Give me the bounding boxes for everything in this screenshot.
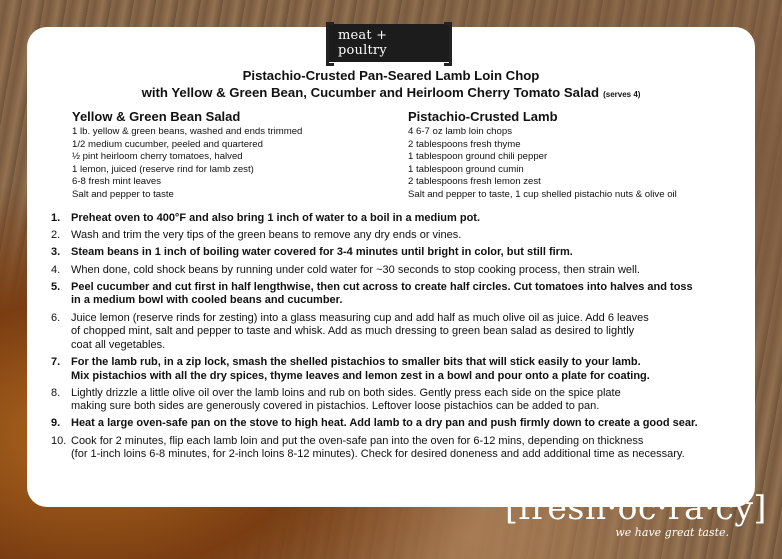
category-badge	[326, 22, 452, 66]
list-item: 1 tablespoon ground cumin	[408, 163, 524, 175]
serves-note: (serves 4)	[603, 90, 641, 99]
step-number: 8.	[51, 386, 61, 399]
step-line: Lightly drizzle a little olive oil over the lamb loins and rub on both sides. Gently press each side on the spice plate	[71, 386, 621, 399]
list-item: ½ pint heirloom cherry tomatoes, halved	[72, 151, 243, 163]
list-item: 4 6-7 oz lamb loin chops	[408, 126, 512, 137]
step-line: Heat a large oven-safe pan on the stove to high heat. Add lamb to a dry pan and push firmly down to create a good sear.	[71, 417, 698, 430]
step-line: Steam beans in 1 inch of boiling water covered for 3-4 minutes until bright in color, but still firm.	[71, 246, 573, 259]
step-line: (for 1-inch loins 6-8 minutes, for 2-inch loins 8-12 minutes). Check for desired doneness and add additional time as necessary.	[71, 448, 685, 461]
step-number: 10.	[51, 434, 67, 447]
step-number: 4.	[51, 263, 61, 276]
list-item: Salt and pepper to taste	[72, 188, 174, 200]
step-line: For the lamb rub, in a zip lock, smash the shelled pistachios to smaller bits that will stick easily to your lamb.	[71, 355, 641, 368]
step-number: 9.	[51, 417, 61, 430]
list-item: 1/2 medium cucumber, peeled and quartered	[72, 138, 263, 150]
step-line: in a medium bowl with cooled beans and cucumber.	[71, 294, 343, 307]
step-number: 5.	[51, 280, 61, 293]
logo-tagline: we have great taste.	[615, 526, 729, 539]
step-5	[51, 281, 771, 308]
step-3	[51, 246, 771, 260]
step-number: 2.	[51, 229, 61, 242]
step-line: of chopped mint, salt and pepper to taste and whisk. Add as much dressing to green bean salad as desired to lightly	[71, 325, 635, 338]
freshocracy-logo	[505, 488, 767, 544]
step-number: 7.	[51, 355, 61, 368]
badge-bracket-left	[326, 22, 334, 66]
lamb-ingredients	[408, 126, 677, 202]
step-line: coat all vegetables.	[71, 338, 166, 351]
instruction-steps	[51, 212, 771, 465]
step-line: Mix pistachios with all the dry spices, thyme leaves and lemon zest in a bowl and pour onto a plate for coating.	[71, 369, 650, 382]
step-8	[51, 387, 771, 414]
step-line: Preheat oven to 400°F and also bring 1 inch of water to a boil in a medium pot.	[71, 212, 481, 224]
list-item: 6-8 fresh mint leaves	[72, 176, 162, 188]
step-number: 1.	[51, 212, 61, 224]
step-line: Cook for 2 minutes, flip each lamb loin and put the oven-safe pan into the oven for 6-12 mins, depending on thickness	[71, 434, 644, 447]
salad-ingredients	[72, 126, 302, 202]
recipe-subtitle: with Yellow & Green Bean, Cucumber and Heirloom Cherry Tomato Salad	[141, 85, 600, 100]
step-line: When done, cold shock beans by running under cold water for ~30 seconds to stop cooking process, then strain well.	[71, 263, 640, 276]
step-7	[51, 356, 771, 383]
list-item: 2 tablespoons fresh lemon zest	[408, 176, 541, 188]
recipe-title-line1: Pistachio-Crusted Pan-Seared Lamb Loin Chop	[242, 68, 540, 83]
step-4	[51, 264, 771, 278]
list-item: 1 lb. yellow & green beans, washed and ends trimmed	[72, 126, 303, 137]
step-line: Wash and trim the very tips of the green beans to remove any dry ends or vines.	[71, 229, 462, 242]
step-line: Juice lemon (reserve rinds for zesting) into a glass measuring cup and add half as much olive oil as juice. Add 6 leaves	[71, 311, 649, 324]
logo-wordmark: [fresh·oc·ra·cy]	[505, 488, 767, 527]
step-9	[51, 417, 771, 431]
list-item: 1 lemon, juiced (reserve rind for lamb zest)	[72, 163, 254, 175]
step-6	[51, 312, 771, 353]
badge-label: meat + poultry	[326, 24, 452, 62]
recipe-title-line2	[0, 84, 782, 103]
step-10	[51, 435, 771, 462]
step-number: 3.	[51, 246, 61, 259]
lamb-heading: Pistachio-Crusted Lamb	[408, 109, 558, 124]
list-item: 2 tablespoons fresh thyme	[408, 138, 521, 150]
badge-bracket-right	[444, 22, 452, 66]
step-line: making sure both sides are generously covered in pistachios. Leftover loose pistachios can be added to pan.	[71, 400, 600, 413]
step-1	[51, 212, 771, 226]
step-line: Peel cucumber and cut first in half lengthwise, then cut across to create half circles. Cut tomatoes into halves and toss	[71, 280, 693, 293]
list-item: Salt and pepper to taste, 1 cup shelled pistachio nuts & olive oil	[408, 188, 677, 200]
list-item: 1 tablespoon ground chili pepper	[408, 151, 548, 163]
step-number: 6.	[51, 311, 61, 324]
step-2	[51, 229, 771, 243]
salad-heading: Yellow & Green Bean Salad	[72, 109, 241, 124]
